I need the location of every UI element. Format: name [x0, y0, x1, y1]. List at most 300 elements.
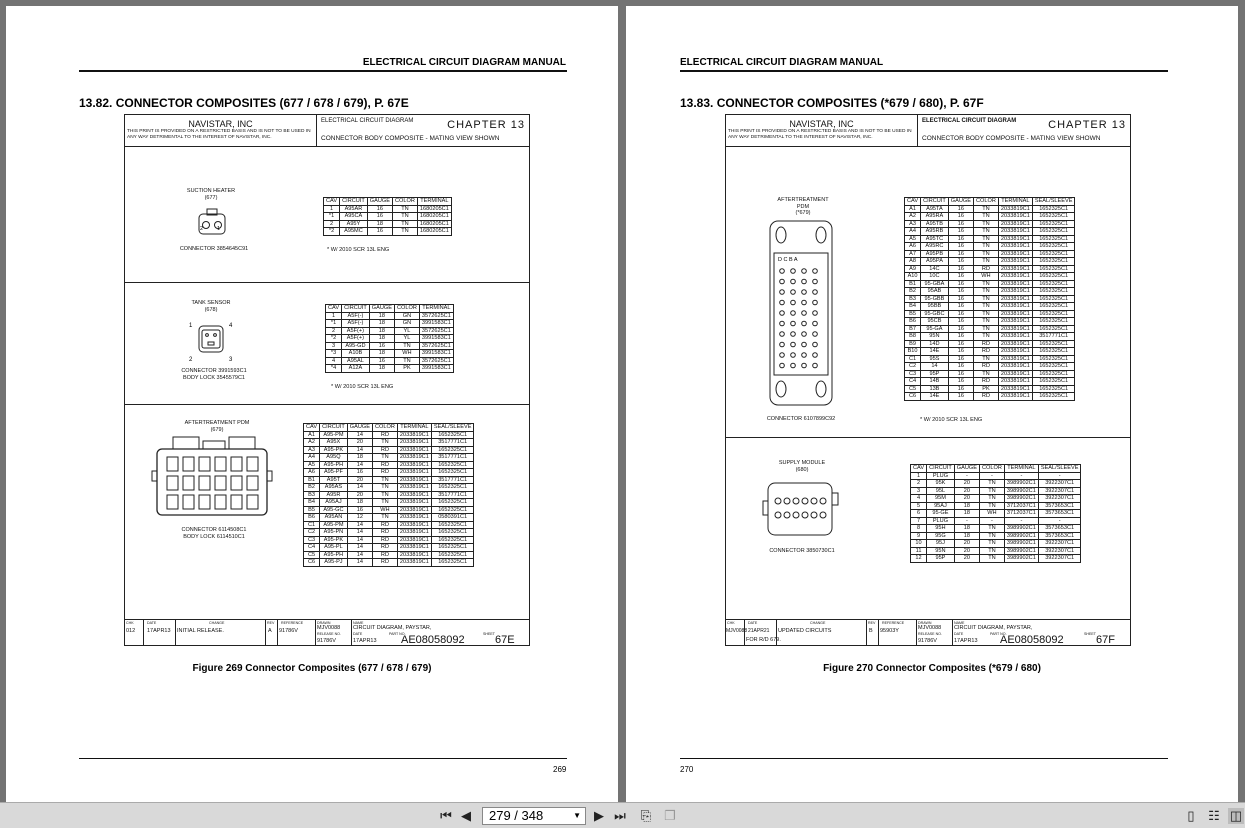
- connector-679-drawing: [766, 219, 836, 407]
- table-cell: TN: [974, 258, 999, 266]
- table-cell: 18: [369, 350, 394, 358]
- table-cell: 1652325C1: [1032, 280, 1075, 288]
- table-cell: A10B: [342, 350, 370, 358]
- single-page-view-icon[interactable]: ▯: [1187, 808, 1195, 823]
- table-row: [905, 348, 1075, 356]
- sheet-title: ELECTRICAL CIRCUIT DIAGRAM: [321, 118, 414, 124]
- table-cell: B6: [304, 514, 320, 522]
- table-cell: TN: [974, 303, 999, 311]
- connector-679-part: CONNECTOR 6114508C1 BODY LOCK 6114510C1: [181, 527, 247, 540]
- table-cell: TN: [980, 532, 1005, 540]
- first-page-button[interactable]: ⏮: [440, 808, 452, 823]
- table-cell: 2033819C1: [998, 205, 1032, 213]
- table-row: [905, 303, 1075, 311]
- column-header: COLOR: [393, 198, 418, 206]
- table-cell: 1652325C1: [431, 446, 474, 454]
- table-cell: TN: [974, 355, 999, 363]
- table-cell: A5: [905, 235, 921, 243]
- table-cell: 16: [948, 303, 973, 311]
- table-cell: 16: [948, 340, 973, 348]
- table-cell: 14: [347, 521, 372, 529]
- table-cell: C4: [905, 378, 921, 386]
- table-row: [324, 220, 452, 228]
- table-cell: B4: [304, 499, 320, 507]
- table-cell: RD: [373, 544, 398, 552]
- two-page-view-icon[interactable]: ◫: [1229, 808, 1243, 823]
- table-cell: 3573653C1: [1038, 510, 1081, 518]
- pin-label: 2: [200, 226, 204, 232]
- table-cell: TN: [373, 476, 398, 484]
- table-row: [326, 327, 454, 335]
- table-cell: 2033819C1: [397, 439, 431, 447]
- table-cell: 3989902C1: [1004, 555, 1038, 563]
- table-cell: 95BB: [921, 303, 949, 311]
- table-cell: C3: [304, 536, 320, 544]
- table-cell: TN: [393, 205, 418, 213]
- table-cell: 18: [369, 335, 394, 343]
- table-cell: -: [954, 517, 979, 525]
- table-cell: TN: [974, 295, 999, 303]
- previous-page-button[interactable]: ◀: [461, 808, 471, 823]
- section-title: 13.83. CONNECTOR COMPOSITES (*679 / 680), P. 67F: [680, 96, 984, 110]
- table-cell: 14: [347, 536, 372, 544]
- cavity-table-679: [904, 197, 1075, 401]
- column-header: COLOR: [974, 198, 999, 206]
- pin-letters: D C B A: [778, 257, 798, 263]
- cavity-table-677: [323, 197, 452, 236]
- table-cell: 1652325C1: [1032, 385, 1075, 393]
- table-cell: 95K: [927, 480, 955, 488]
- table-cell: 16: [948, 393, 973, 401]
- table-cell: TN: [974, 205, 999, 213]
- table-cell: GN: [395, 312, 420, 320]
- cavity: [802, 363, 807, 368]
- table-cell: 1652325C1: [1032, 205, 1075, 213]
- table-row: [905, 213, 1075, 221]
- column-header: CIRCUIT: [921, 198, 949, 206]
- table-cell: 11: [911, 547, 927, 555]
- connector-677-label: SUCTION HEATER (677): [186, 188, 236, 201]
- chevron-down-icon[interactable]: ▼: [573, 811, 581, 820]
- table-cell: B2: [905, 288, 921, 296]
- table-cell: 3572625C1: [419, 342, 453, 350]
- table-row: [304, 529, 474, 537]
- table-cell: 3572625C1: [419, 312, 453, 320]
- table-cell: 2033819C1: [998, 378, 1032, 386]
- table-cell: A95-PK: [320, 446, 348, 454]
- table-row: [304, 431, 474, 439]
- cavity: [780, 279, 785, 284]
- cavity: [215, 476, 226, 490]
- table-cell: 20: [347, 439, 372, 447]
- table-cell: 6: [911, 510, 927, 518]
- connector-679-drawing: [151, 435, 273, 519]
- column-header: GAUGE: [948, 198, 973, 206]
- table-cell: 14: [347, 461, 372, 469]
- table-cell: 1680205C1: [417, 213, 451, 221]
- table-cell: A95TA: [921, 205, 949, 213]
- table-cell: 3922307C1: [1038, 547, 1081, 555]
- table-cell: B8: [905, 333, 921, 341]
- table-cell: 2033819C1: [397, 559, 431, 567]
- cavity: [813, 279, 818, 284]
- cavity: [813, 300, 818, 305]
- column-header: TERMINAL: [419, 305, 453, 313]
- table-cell: 2033819C1: [397, 536, 431, 544]
- table-row: [905, 265, 1075, 273]
- table-row: [905, 235, 1075, 243]
- cavity: [780, 353, 785, 358]
- table-cell: GN: [395, 320, 420, 328]
- cavity-table-678: [325, 304, 454, 373]
- table-cell: 2033819C1: [998, 295, 1032, 303]
- table-cell: TN: [974, 288, 999, 296]
- table-row: [911, 517, 1081, 525]
- cavity: [820, 498, 826, 504]
- table-cell: 1680205C1: [417, 228, 451, 236]
- table-row: [911, 525, 1081, 533]
- table-cell: TN: [393, 220, 418, 228]
- column-header: COLOR: [373, 424, 398, 432]
- column-header: CAV: [326, 305, 342, 313]
- table-cell: *1: [324, 213, 340, 221]
- table-cell: RD: [373, 551, 398, 559]
- table-cell: 2: [911, 480, 927, 488]
- table-cell: B6: [905, 318, 921, 326]
- table-cell: C1: [905, 355, 921, 363]
- table-cell: 1652325C1: [431, 484, 474, 492]
- table-cell: A95-PM: [320, 521, 348, 529]
- table-cell: 14: [347, 559, 372, 567]
- table-row: [911, 480, 1081, 488]
- cavity: [793, 512, 799, 518]
- table-cell: TN: [974, 243, 999, 251]
- table-cell: 2033819C1: [397, 529, 431, 537]
- table-cell: -: [1038, 472, 1081, 480]
- table-cell: 2033819C1: [998, 310, 1032, 318]
- table-cell: 1652325C1: [1032, 258, 1075, 266]
- table-cell: A95AS: [320, 484, 348, 492]
- copy-icon[interactable]: ❐: [664, 808, 676, 823]
- table-cell: 3991583C1: [419, 320, 453, 328]
- table-cell: TN: [974, 370, 999, 378]
- table-cell: A95-PF: [320, 469, 348, 477]
- cavity: [231, 457, 242, 471]
- column-header: CAV: [905, 198, 921, 206]
- table-row: [905, 370, 1075, 378]
- table-cell: 2: [324, 220, 340, 228]
- table-row: [905, 378, 1075, 386]
- table-cell: A95MC: [340, 228, 368, 236]
- sheet-title: ELECTRICAL CIRCUIT DIAGRAM: [922, 118, 1017, 124]
- table-cell: 2033819C1: [397, 544, 431, 552]
- table-cell: B2: [304, 484, 320, 492]
- table-cell: A95RA: [921, 213, 949, 221]
- table-row: [326, 365, 454, 373]
- header-rule: [79, 70, 567, 72]
- table-cell: B5: [304, 506, 320, 514]
- column-header: CAV: [911, 465, 927, 473]
- table-row: [304, 476, 474, 484]
- footnote: * W/ 2010 SCR 13L ENG: [331, 384, 394, 390]
- table-cell: 3991583C1: [419, 350, 453, 358]
- column-header: GAUGE: [954, 465, 979, 473]
- table-row: [304, 439, 474, 447]
- table-cell: 14B: [921, 378, 949, 386]
- table-cell: 1652325C1: [1032, 355, 1075, 363]
- table-cell: 16: [948, 280, 973, 288]
- table-cell: 16: [948, 235, 973, 243]
- cavity-table-679: [303, 423, 474, 567]
- table-cell: PK: [395, 365, 420, 373]
- table-cell: TN: [974, 280, 999, 288]
- table-cell: 7: [911, 517, 927, 525]
- table-cell: TN: [974, 318, 999, 326]
- rotate-icon[interactable]: ⎘: [640, 808, 652, 823]
- connector-679-label: AFTERTREATMENT PDM (679): [184, 420, 250, 433]
- table-cell: A4: [304, 454, 320, 462]
- table-cell: 95-GBA: [921, 280, 949, 288]
- table-cell: A5F(+): [342, 335, 370, 343]
- sheet-subtitle: CONNECTOR BODY COMPOSITE - MATING VIEW SHOWN: [321, 135, 500, 142]
- table-cell: 2033819C1: [998, 333, 1032, 341]
- cavity: [784, 498, 790, 504]
- table-cell: C5: [304, 551, 320, 559]
- table-cell: 2033819C1: [998, 220, 1032, 228]
- table-row: [304, 536, 474, 544]
- page-number-field[interactable]: [482, 807, 586, 825]
- table-cell: 20: [954, 495, 979, 503]
- table-cell: 16: [948, 325, 973, 333]
- table-cell: 2033819C1: [998, 213, 1032, 221]
- cavity: [813, 342, 818, 347]
- table-row: [905, 393, 1075, 401]
- table-cell: TN: [980, 487, 1005, 495]
- table-row: [905, 355, 1075, 363]
- table-cell: 1652325C1: [431, 431, 474, 439]
- cavity: [215, 495, 226, 509]
- table-row: [911, 495, 1081, 503]
- table-cell: 16: [948, 355, 973, 363]
- table-cell: 2033819C1: [998, 340, 1032, 348]
- table-row: [304, 461, 474, 469]
- table-cell: TN: [980, 525, 1005, 533]
- table-cell: 18: [347, 454, 372, 462]
- table-cell: 3573653C1: [1038, 502, 1081, 510]
- table-cell: B1: [905, 280, 921, 288]
- cavity: [167, 476, 178, 490]
- table-row: [905, 205, 1075, 213]
- table-cell: 1652325C1: [431, 551, 474, 559]
- restriction-notice: THIS PRINT IS PROVIDED ON A RESTRICTED BASIS AND IS NOT TO BE USED IN ANY WAY DETRIMENTAL TO THE INTEREST OF NAVISTAR, INC.: [728, 129, 912, 140]
- table-cell: A12A: [342, 365, 370, 373]
- chapter-label: CHAPTER 13: [1048, 119, 1126, 131]
- table-cell: RD: [974, 363, 999, 371]
- table-cell: 95N: [921, 333, 949, 341]
- table-cell: 8: [911, 525, 927, 533]
- table-cell: TN: [980, 495, 1005, 503]
- table-cell: TN: [980, 547, 1005, 555]
- table-cell: 16: [369, 357, 394, 365]
- cavity: [791, 342, 796, 347]
- cavity-table-680: [910, 464, 1081, 563]
- table-cell: 3991583C1: [419, 365, 453, 373]
- table-cell: 3989902C1: [1004, 480, 1038, 488]
- table-cell: WH: [980, 510, 1005, 518]
- cavity: [791, 321, 796, 326]
- table-row: [304, 484, 474, 492]
- next-page-button[interactable]: ▶: [594, 808, 604, 823]
- table-cell: A95-GC: [320, 506, 348, 514]
- cavity: [775, 498, 781, 504]
- footer-rule: [79, 758, 567, 759]
- table-row: [905, 333, 1075, 341]
- table-cell: A2: [304, 439, 320, 447]
- table-row: [905, 280, 1075, 288]
- table-cell: A95-PH: [320, 551, 348, 559]
- revision-block: CHK DATE CHANGE REV REFERENCE DRAWN NAME RELEASE NO. DATE PART NO. SHEET 012 17APR13 INITIAL RELEASE. A 91786V MJV0088 CIRCUIT DIAGRAM, PAYSTAR, 91786V 17APR13 AE08058092 67E: [125, 619, 529, 645]
- table-cell: 16: [948, 310, 973, 318]
- table-cell: 13B: [921, 385, 949, 393]
- table-cell: 2033819C1: [998, 288, 1032, 296]
- table-cell: 3572625C1: [419, 357, 453, 365]
- table-cell: 18: [367, 220, 392, 228]
- table-cell: 1: [911, 472, 927, 480]
- table-cell: 3922307C1: [1038, 480, 1081, 488]
- table-cell: -: [954, 472, 979, 480]
- table-row: [911, 532, 1081, 540]
- table-row: [304, 446, 474, 454]
- last-page-button[interactable]: ⏭: [614, 808, 626, 823]
- table-cell: 3572625C1: [419, 327, 453, 335]
- pin-label: 1: [189, 323, 193, 329]
- connector-680-part: CONNECTOR 3850730C1: [769, 548, 835, 554]
- table-cell: 14E: [921, 348, 949, 356]
- table-cell: A5F(-): [342, 320, 370, 328]
- table-cell: YL: [395, 327, 420, 335]
- cavity: [813, 321, 818, 326]
- table-cell: 3989902C1: [1004, 487, 1038, 495]
- table-cell: 1: [324, 205, 340, 213]
- cavity: [811, 498, 817, 504]
- table-cell: 2033819C1: [998, 235, 1032, 243]
- table-cell: 1652325C1: [1032, 340, 1075, 348]
- table-cell: A95-PH: [320, 461, 348, 469]
- table-cell: 2033819C1: [998, 258, 1032, 266]
- table-cell: C2: [905, 363, 921, 371]
- cavity: [247, 476, 258, 490]
- table-cell: 1652325C1: [1032, 273, 1075, 281]
- cavity: [167, 495, 178, 509]
- column-header: CIRCUIT: [927, 465, 955, 473]
- column-header: GAUGE: [367, 198, 392, 206]
- table-cell: 14: [347, 529, 372, 537]
- table-cell: 95-GA: [921, 325, 949, 333]
- table-cell: RD: [974, 265, 999, 273]
- table-cell: TN: [373, 439, 398, 447]
- table-cell: 3517771C1: [431, 491, 474, 499]
- table-cell: 3922307C1: [1038, 487, 1081, 495]
- table-cell: 14E: [921, 393, 949, 401]
- table-cell: 16: [948, 370, 973, 378]
- cavity: [791, 279, 796, 284]
- table-cell: 1652325C1: [1032, 220, 1075, 228]
- table-cell: -: [1004, 472, 1038, 480]
- table-cell: -: [980, 472, 1005, 480]
- table-cell: 16: [948, 220, 973, 228]
- table-cell: B5: [905, 310, 921, 318]
- table-cell: 3989902C1: [1004, 540, 1038, 548]
- page-number-value: 279 / 348: [489, 808, 544, 823]
- cavity: [780, 269, 785, 274]
- table-cell: 3989902C1: [1004, 495, 1038, 503]
- table-row: [304, 514, 474, 522]
- cavity: [802, 300, 807, 305]
- table-cell: 16: [367, 213, 392, 221]
- table-cell: 4: [326, 357, 342, 365]
- table-cell: 14: [921, 363, 949, 371]
- table-cell: TN: [373, 514, 398, 522]
- table-cell: 20: [954, 540, 979, 548]
- table-cell: 16: [948, 273, 973, 281]
- table-cell: RD: [974, 378, 999, 386]
- table-cell: 2033819C1: [998, 370, 1032, 378]
- column-header: GAUGE: [369, 305, 394, 313]
- table-cell: 3712037C1: [1004, 510, 1038, 518]
- table-cell: 2033819C1: [998, 280, 1032, 288]
- table-cell: 3989902C1: [1004, 532, 1038, 540]
- table-cell: 3573653C1: [1038, 532, 1081, 540]
- table-cell: 1652325C1: [1032, 325, 1075, 333]
- table-cell: TN: [974, 220, 999, 228]
- table-cell: A5F(+): [342, 327, 370, 335]
- table-row: [905, 363, 1075, 371]
- table-cell: A95Q: [320, 454, 348, 462]
- cavity: [780, 342, 785, 347]
- table-cell: 1652325C1: [1032, 250, 1075, 258]
- table-cell: 1652325C1: [1032, 348, 1075, 356]
- column-header: SEAL/SLEEVE: [431, 424, 474, 432]
- table-cell: 18: [954, 502, 979, 510]
- continuous-view-icon[interactable]: ☷: [1208, 808, 1220, 823]
- table-cell: TN: [974, 333, 999, 341]
- connector-679-label: AFTERTREATMENT PDM (*679): [777, 197, 829, 216]
- table-cell: 1652325C1: [1032, 310, 1075, 318]
- table-cell: 14: [347, 544, 372, 552]
- table-cell: 1680205C1: [417, 205, 451, 213]
- table-cell: 2033819C1: [998, 318, 1032, 326]
- table-cell: 14: [347, 484, 372, 492]
- table-cell: 12: [911, 555, 927, 563]
- table-cell: 3922307C1: [1038, 495, 1081, 503]
- table-row: [905, 273, 1075, 281]
- table-cell: 16: [948, 333, 973, 341]
- connector-677-drawing: [197, 208, 227, 236]
- cavity: [791, 363, 796, 368]
- table-cell: 1652325C1: [1032, 363, 1075, 371]
- table-row: [304, 454, 474, 462]
- table-cell: B4: [905, 303, 921, 311]
- table-cell: *2: [326, 335, 342, 343]
- table-cell: A95CA: [340, 213, 368, 221]
- table-cell: 3922307C1: [1038, 555, 1081, 563]
- table-cell: 95G: [927, 532, 955, 540]
- column-header: TERMINAL: [998, 198, 1032, 206]
- table-cell: 95H: [927, 525, 955, 533]
- company-name: NAVISTAR, INC: [188, 119, 253, 129]
- cavity: [802, 311, 807, 316]
- table-cell: WH: [373, 506, 398, 514]
